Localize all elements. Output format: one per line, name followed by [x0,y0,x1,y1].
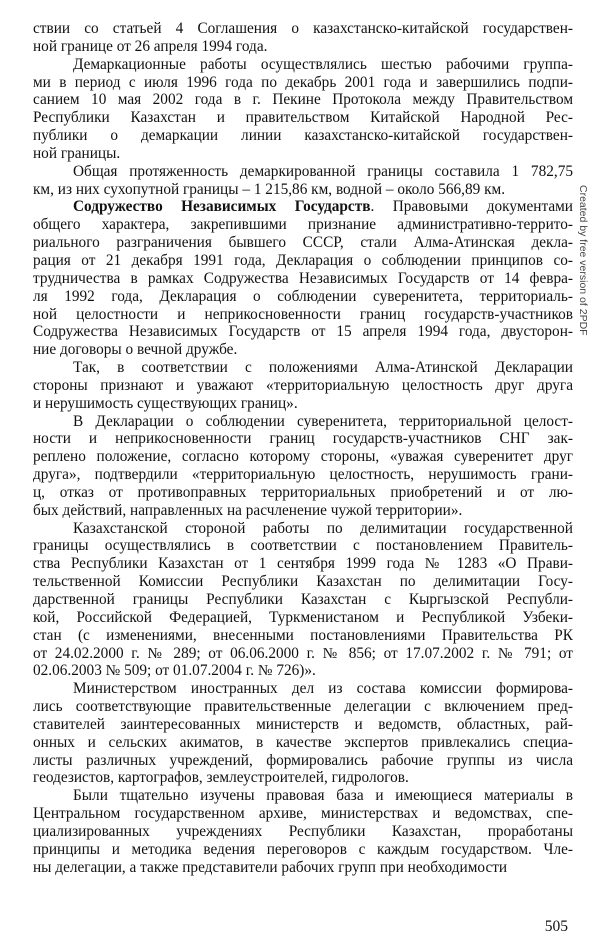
text-line [33,127,573,145]
line-text: ц, отказ от противоправных территориальных приобретений и от лю- [33,483,573,501]
text-line [33,56,573,74]
paragraph [33,413,573,520]
line-text: ние договоры о вечной дружбе. [33,341,238,359]
line-text: от 24.02.2000 г. № 289; от 06.06.2000 г. № 856; от 17.07.2002 г. № 791; от [33,644,573,662]
line-text: границы осуществлялись в соответствии с постановлением Правитель- [33,537,573,555]
line-text: ности и неприкосновенности границ государств-участников СНГ зак- [33,430,573,448]
line-text: Центральном государственном архиве, министерствах и ведомствах, спе- [33,805,573,823]
text-line [33,537,573,555]
line-text: ствии со статьей 4 Соглашения о казахстанско-китайской государствен- [33,20,573,37]
text-line [33,698,573,716]
line-text: риального разграничения бывшего СССР, стали Алма-Атинская декла- [33,234,573,252]
line-text: Были тщательно изучены правовая база и имеющиеся материалы в [73,787,573,805]
page-number: 505 [544,918,568,935]
text-line [33,591,573,609]
text-line [33,627,573,645]
line-text: листы различных учреждений, формировались рабочие группы из числа [33,751,573,769]
text-line [33,145,573,163]
text-line [33,716,573,734]
line-text: ной границе от 26 апреля 1994 года. [33,37,268,55]
text-line [33,823,573,841]
text-line [33,413,573,431]
line-text: онных и сельских акиматов, в качестве экспертов привлекались специа- [33,733,573,751]
text-line [33,74,573,92]
paragraph [33,359,573,413]
line-text: общего характера, закрепившими признание административно-террито- [33,216,573,234]
line-text: дарственной границы Республики Казахстан с Кыргызской Республи- [33,591,573,608]
paragraph [33,680,573,787]
line-text: принципы и методика ведения переговоров с каждым государством. Чле- [33,840,573,858]
line-text: Содружества Независимых Государств от 15 апреля 1994 года, двусторон- [33,323,573,341]
line-text: санием 10 мая 2002 года в г. Пекине Протокола между Правительством [33,91,573,109]
line-text: Демаркационные работы осуществлялись шестью рабочими группа- [73,55,573,73]
line-text: ны делегации, а также представители рабочих групп при необходимости [33,858,508,876]
text-line [33,91,573,109]
paragraph [33,163,573,199]
line-text: циализированных учреждениях Республики Казахстан, проработаны [33,822,573,840]
line-text: реплено положение, согласно которому стороны, «уважая суверенитет друг [33,448,573,466]
line-text: Общая протяженность демаркированной границы составила 1 782,75 [73,162,573,180]
line-text: Министерством иностранных дел из состава комиссии формирова- [73,680,573,698]
line-text: . Правовыми документами [370,198,573,216]
line-text: бых действий, направленных на расчленение чужой территории». [33,501,463,519]
text-line [33,645,573,663]
text-line [33,377,573,395]
text-line [33,288,573,306]
line-text: друга», подтвердили «территориальную целостность, нерушимость грани- [33,466,573,484]
text-line [33,109,573,127]
text-line [33,752,573,770]
paragraph [33,20,573,56]
line-text: Так, в соответствии с положениями Алма-Атинской Декларации [73,359,573,377]
text-line [33,680,573,698]
text-line [33,252,573,270]
line-text: кой, Российской Федерацией, Туркменистаном и Республикой Узбеки- [33,608,573,626]
line-text: публики о демаркации линии казахстанско-китайской государствен- [33,127,573,145]
text-line [33,841,573,859]
line-text: тельственной Комиссии Республики Казахстан по делимитации Госу- [33,573,573,591]
text-line [33,734,573,752]
text-line [33,270,573,288]
line-text: ной целостности и неприкосновенности границ государств-участников [33,305,573,323]
text-line [33,859,573,877]
text-line [33,573,573,591]
line-text: геодезистов, картографов, землеустроителей, гидрологов. [33,769,409,787]
line-text: ля 1992 года, Декларация о соблюдении суверенитета, территориаль- [33,287,573,305]
line-text: стороны признают и уважают «территориальную целостность друг друга [33,376,573,394]
line-text: и нерушимость существующих границ». [33,394,298,412]
text-line [33,234,573,252]
text-line [33,359,573,377]
text-line [33,323,573,341]
line-text: стан (с изменениями, внесенными постановлениями Правительства РК [33,626,573,644]
line-text: Казахстанской стороной работы по делимитации государственной [73,519,573,537]
text-line [33,805,573,823]
line-text: В Декларации о соблюдении суверенитета, территориальной целост- [73,412,573,430]
line-text: рация от 21 декабря 1991 года, Декларация о соблюдении принципов со- [33,251,573,269]
text-line [33,20,573,38]
line-text: лись соответствующие правительственные делегации с включением пред- [33,698,573,716]
text-line [33,216,573,234]
text-line [33,198,573,216]
text-line [33,395,573,413]
text-line [33,430,573,448]
paragraph [33,56,573,163]
watermark-text: Created by free version of 2PDF [577,185,589,336]
text-line [33,163,573,181]
text-line [33,520,573,538]
paragraph [33,520,573,681]
paragraph [33,198,573,359]
text-line [33,787,573,805]
line-text: 02.06.2003 № 509; от 01.07.2004 г. № 726)». [33,662,316,680]
text-line [33,609,573,627]
text-line [33,555,573,573]
text-line [33,181,573,199]
paragraph [33,787,573,876]
text-line [33,466,573,484]
watermark [575,185,589,395]
text-line [33,502,573,520]
text-line [33,484,573,502]
text-line [33,38,573,56]
page-body [33,20,573,877]
text-line [33,662,573,680]
line-text: км, из них сухопутной границы – 1 215,86 км, водной – около 566,89 км. [33,180,506,198]
line-text: ставителей заинтересованных министерств и ведомств, областных, рай- [33,715,573,733]
section-heading: Содружество Независимых Государств [73,198,371,216]
text-line [33,448,573,466]
line-text: трудничества в рамках Содружества Независимых Государств от 14 февра- [33,269,573,287]
line-text: ства Республики Казахстан от 1 сентября 1999 года № 1283 «О Прави- [33,555,573,573]
line-text: ной границы. [33,144,121,162]
text-line [33,341,573,359]
text-line [33,306,573,324]
line-text: ми в период с июля 1996 года по декабрь 2001 года и завершились подпи- [33,73,573,91]
line-text: Республики Казахстан и правительством Китайской Народной Рес- [33,109,573,127]
text-line [33,769,573,787]
